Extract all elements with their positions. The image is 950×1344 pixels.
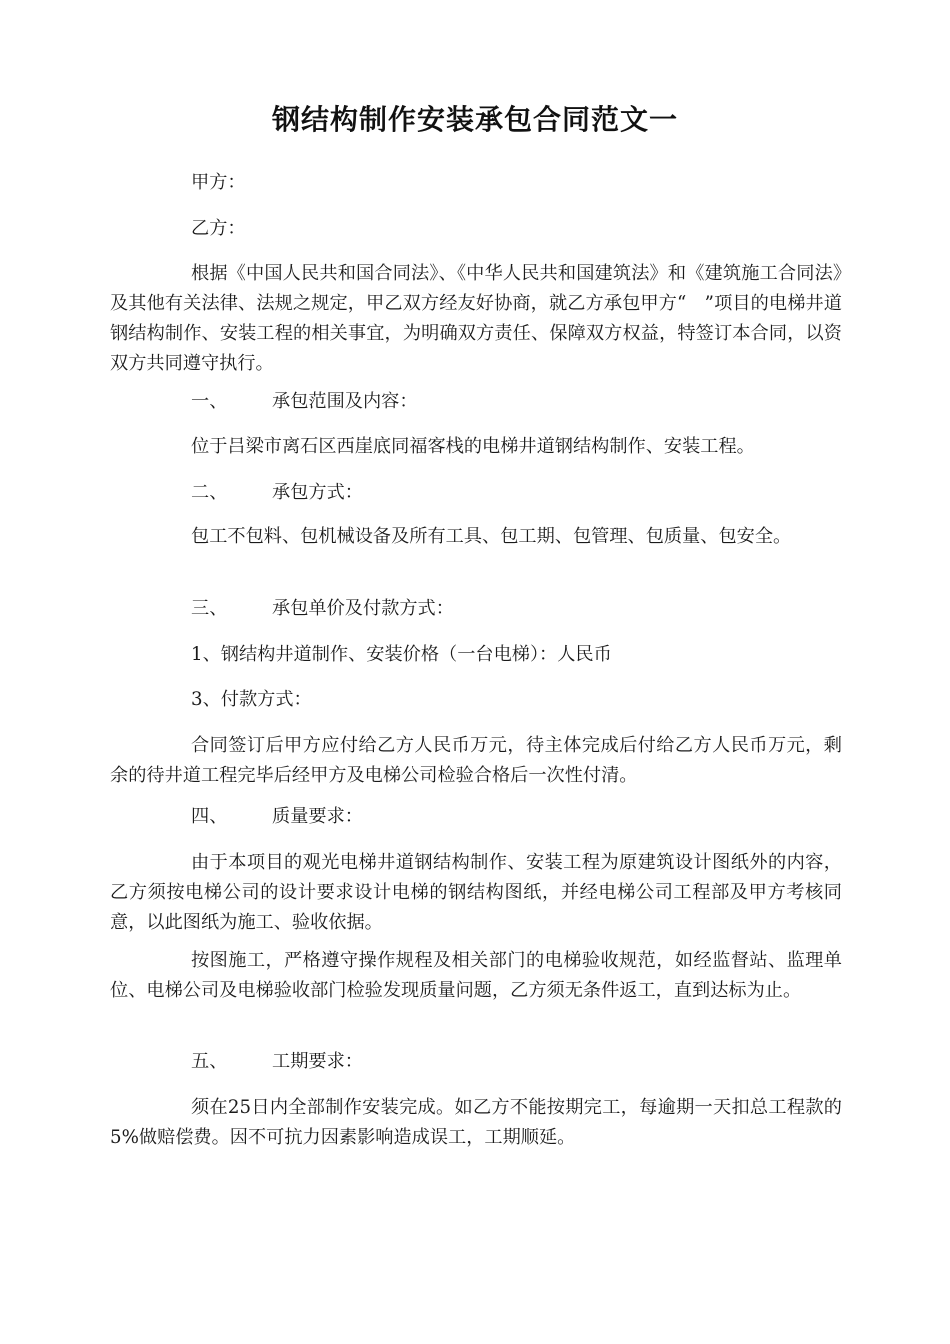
section-4-body-2: 按图施工，严格遵守操作规程及相关部门的电梯验收规范，如经监督站、监理单位、电梯公司及电梯验收部门检验发现质量问题，乙方须无条件返工，直到达标为止。 — [110, 950, 842, 1001]
section-heading-5 — [191, 1047, 363, 1077]
section-number: 二、 — [191, 482, 228, 503]
section-number: 五、 — [191, 1051, 228, 1072]
section-number: 三、 — [191, 598, 228, 619]
document-title: 钢结构制作安装承包合同范文一 — [271, 103, 678, 136]
section-heading-2 — [191, 478, 363, 508]
section-title: 承包方式： — [272, 482, 363, 503]
section-title: 承包范围及内容： — [272, 391, 418, 412]
intro-paragraph: 根据《中国人民共和国合同法》、《中华人民共和国建筑法》和《建筑施工合同法》及其他有关法律、法规之规定，甲乙双方经友好协商，就乙方承包甲方“ ”项目的电梯井道钢结构制作、安装工程的相关事宜，为明确双方责任、保障双方权益，特签订本合同，以资双方共同遵守执行。 — [110, 263, 842, 374]
section-title: 质量要求： — [272, 806, 363, 827]
party-b-label: 乙方： — [191, 218, 246, 239]
section-heading-4 — [191, 802, 363, 832]
price-item: 1、钢结构井道制作、安装价格（一台电梯）：人民币 — [191, 644, 612, 665]
section-title: 承包单价及付款方式： — [272, 598, 454, 619]
section-3-body: 合同签订后甲方应付给乙方人民币万元，待主体完成后付给乙方人民币万元，剩余的待井道工程完毕后经甲方及电梯公司检验合格后一次性付清。 — [110, 735, 842, 786]
section-number: 四、 — [191, 806, 228, 827]
section-title: 工期要求： — [272, 1051, 363, 1072]
section-2-body: 包工不包料、包机械设备及所有工具、包工期、包管理、包质量、包安全。 — [191, 526, 792, 547]
section-heading-3 — [191, 594, 454, 624]
section-5-body: 须在25日内全部制作安装完成。如乙方不能按期完工，每逾期一天扣总工程款的5%做赔偿费。因不可抗力因素影响造成误工，工期顺延。 — [110, 1097, 842, 1148]
party-a-label: 甲方： — [191, 172, 246, 193]
section-1-body: 位于吕梁市离石区西崖底同福客栈的电梯井道钢结构制作、安装工程。 — [191, 436, 755, 457]
section-4-body: 由于本项目的观光电梯井道钢结构制作、安装工程为原建筑设计图纸外的内容，乙方须按电梯公司的设计要求设计电梯的钢结构图纸，并经电梯公司工程部及甲方考核同意，以此图纸为施工、验收依据。 — [110, 852, 842, 933]
payment-method-item: 3、付款方式： — [191, 689, 312, 710]
section-number: 一、 — [191, 391, 228, 412]
section-heading-1 — [191, 387, 418, 417]
